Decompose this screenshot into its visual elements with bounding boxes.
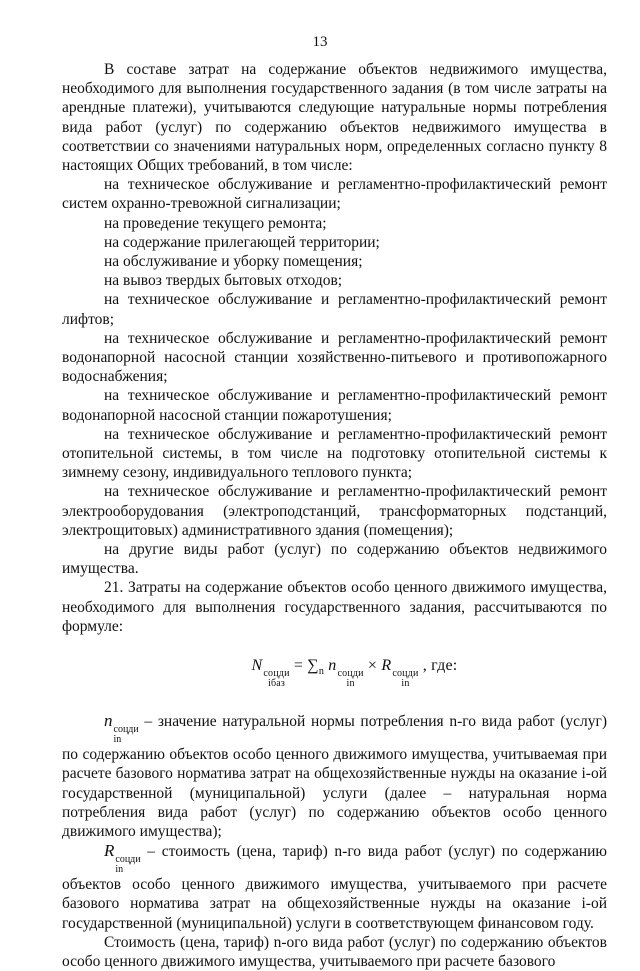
formula-times: × <box>363 657 382 675</box>
list-item: на проведение текущего ремонта; <box>104 214 327 232</box>
list-item: на техническое обслуживание и регламентно-профилактический ремонт водонапорной насосной станции пожаротушения; <box>62 387 607 424</box>
formula-term1-sup: соцди <box>337 668 364 680</box>
formula <box>102 656 607 689</box>
formula-n-symbol: N <box>251 657 263 675</box>
page-number: 13 <box>312 34 328 50</box>
def-r-text: – стоимость (цена, тариф) n-го вида работ (услуг) по содержанию объектов особо ценного движимого имущества, учитываемого при расчете базового норматива затрат на общехозяйственные нужды на оказание i-ой государственной (муниципальной) услуги в соответствующем финансовом году. <box>62 843 607 932</box>
list-item: на содержание прилегающей территории; <box>104 233 380 251</box>
list-item: на техническое обслуживание и регламентно-профилактический ремонт систем охранно-тревожной сигнализации; <box>62 176 607 213</box>
def-r-indices <box>115 855 140 875</box>
formula-term1-indices <box>338 669 364 689</box>
norms-list <box>62 175 607 578</box>
definition-r <box>62 841 607 933</box>
formula-tail: , где: <box>418 657 458 675</box>
def-r-sub: in <box>115 864 124 876</box>
def-n-indices <box>114 725 139 745</box>
formula-n-sup: соцди <box>263 668 290 680</box>
def-n-text: – значение натуральной нормы потребления n-го вида работ (услуг) по содержанию объектов особо ценного движимого имущества, учитываемая при расчете базового норматива затрат на общехозяйственные нужды на оказание i-ой государственной (муниципальной) услуги (далее – натуральная норма потребления вида работ (услуг) по содержанию объектов особо ценного движимого имущества); <box>62 713 607 840</box>
formula-term2-sup: соцди <box>392 668 419 680</box>
list-item: на другие виды работ (услуг) по содержанию объектов недвижимого имущества. <box>62 541 607 578</box>
formula-term2-sub: in <box>401 678 410 690</box>
def-r-symbol: R <box>104 841 115 861</box>
def-r-sup: соцди <box>115 854 141 866</box>
list-item: на техническое обслуживание и регламентно-профилактический ремонт лифтов; <box>62 291 607 328</box>
formula-sum-sub: n <box>318 666 325 678</box>
formula-term2-indices <box>392 669 418 689</box>
definition-n <box>62 711 607 841</box>
list-item: на техническое обслуживание и регламентно-профилактический ремонт электрооборудования (электроподстанций, трансформаторных подстанций, электрощитовых) административного здания (помещения); <box>62 483 607 539</box>
formula-n-indices <box>263 669 289 689</box>
intro-paragraph: В составе затрат на содержание объектов недвижимого имущества, необходимого для выполнения государственного задания (в том числе затраты на арендные платежи), учитываются следующие натуральные нормы потребления вида работ (услуг) по содержанию объектов недвижимого имущества в соответствии со значениями натуральных норм, определенных согласно пункту 8 настоящих Общих требований, в том числе: <box>62 61 607 175</box>
list-item: на обслуживание и уборку помещения; <box>104 253 363 271</box>
formula-equals: = <box>289 657 308 675</box>
formula-term1-symbol: n <box>328 657 337 675</box>
formula-sum: ∑ <box>307 657 319 675</box>
formula-term2-symbol: R <box>381 657 392 675</box>
list-item: на техническое обслуживание и регламентно-профилактический ремонт отопительной системы, в том числе на подготовку отопительной системы к зимнему сезону, индивидуального теплового пункта; <box>62 425 607 482</box>
document-body <box>62 60 607 971</box>
formula-n-sub: iбаз <box>268 678 286 690</box>
clause-21: 21. Затраты на содержание объектов особо ценного движимого имущества, необходимого для выполнения государственного задания, рассчитываются по формуле: <box>62 579 607 635</box>
final-paragraph: Стоимость (цена, тариф) n-ого вида работ (услуг) по содержанию объектов особо ценного движимого имущества, учитываемого при расчете базового <box>62 933 607 970</box>
def-n-sup: соцди <box>113 724 139 736</box>
formula-term1-sub: in <box>346 678 355 690</box>
list-item: на техническое обслуживание и регламентно-профилактический ремонт водонапорной насосной станции хозяйственно-питьевого и противопожарного водоснабжения; <box>62 329 607 386</box>
def-n-sub: in <box>113 734 122 746</box>
def-n-symbol: n <box>104 711 113 731</box>
list-item: на вывоз твердых бытовых отходов; <box>104 272 343 290</box>
